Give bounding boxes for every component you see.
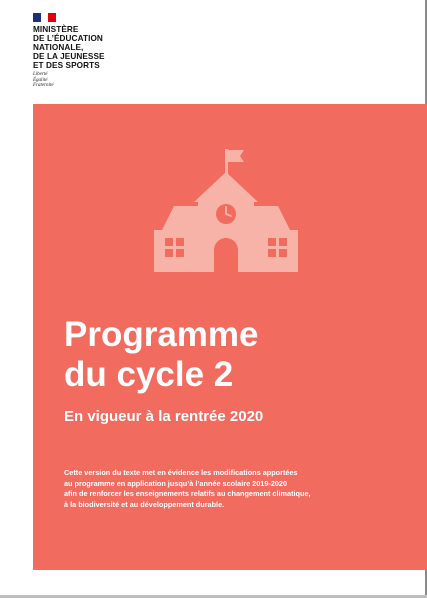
flag-blue-stripe <box>33 13 41 22</box>
motto-line: Égalité <box>33 77 48 83</box>
description-line: à la biodiversité et au développement durable. <box>64 499 225 509</box>
cover-title <box>64 315 259 395</box>
description-line: Cette version du texte met en évidence les modifications apportées <box>64 468 298 477</box>
description-line: au programme en application jusqu’à l’année scolaire 2019-2020 <box>64 478 288 488</box>
french-flag-icon <box>33 13 56 22</box>
ministry-name-line: DE LA JEUNESSE <box>33 52 105 61</box>
motto-line: Fraternité <box>33 83 54 88</box>
ministry-name-line: NATIONALE, <box>33 43 84 52</box>
cover-description <box>64 468 404 510</box>
cover-title-line: Programme <box>64 315 259 354</box>
cover-subtitle: En vigueur à la rentrée 2020 <box>64 408 264 425</box>
cover-panel <box>33 104 427 570</box>
flag-red-stripe <box>48 13 56 22</box>
ministry-name-line: DE L’ÉDUCATION <box>33 34 103 43</box>
ministry-name-line: MINISTÈRE <box>33 25 79 34</box>
cover-title-line: du cycle 2 <box>64 355 234 394</box>
flag-white-stripe <box>41 13 49 22</box>
ministry-name-line: ET DES SPORTS <box>33 61 100 70</box>
ministry-logo <box>33 13 143 89</box>
motto-line: Liberté <box>33 72 48 77</box>
description-line: afin de renforcer les enseignements relatifs au changement climatique, <box>64 489 311 498</box>
republic-motto <box>33 72 143 89</box>
school-building-icon <box>151 148 301 278</box>
